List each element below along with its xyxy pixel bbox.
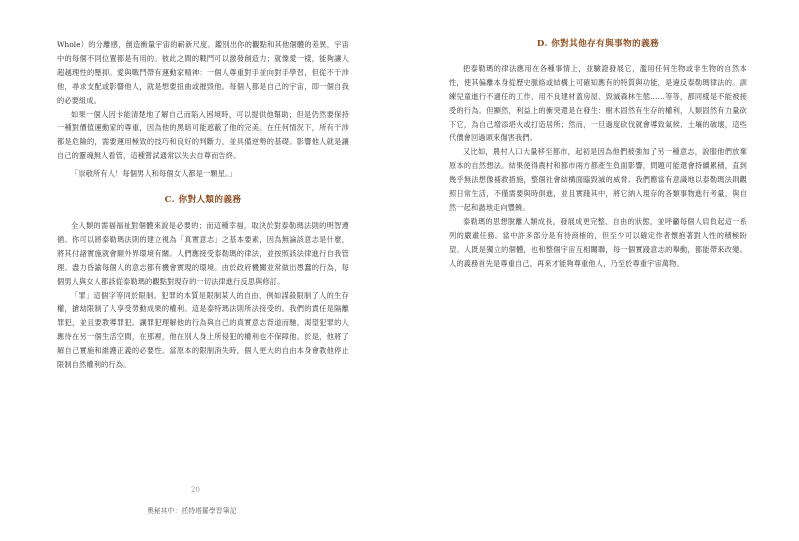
- left-page-column: [57, 38, 349, 372]
- page-number: 20: [191, 486, 200, 494]
- quote-paragraph: 「崇敬所有人！每個男人和每個女人都是一顆星。」: [71, 169, 237, 179]
- paragraph: 泰勒瑪的思想脫離人類成長，發展成更完整、自由的狀態，並呼籲每個人肩負起這一系列的嚴肅任務。當中許多部分是有待商榷的，但至少可以確定作者懷抱著對人性的積極盼望。人既是獨立的個體，也和整個宇宙互相關聯，每一個實踐意志的舉動，都能帶來改變。人的義務首先是尊重自己，再來才能夠尊重他人，乃至於尊重宇宙萬物。: [449, 216, 747, 268]
- footer-book-title: 奧秘其中：托特塔羅學習筆記: [147, 507, 237, 515]
- paragraph: 又比如，農村人口大量移至都市，起初是因為他們被強加了另一種意志，說服他們放棄原本的自然想法。結果使得農村和都市兩方都產生負面影響，問題可能還會持續累積，直到幾乎無法想像補救措施，整個社會結構面臨毀滅的威脅。我們應當有意識地以泰勒瑪法則觀照日常生活，不僅需要與時俱進，並且實踐其中，將它納入現存的各類事物進行考量，與自然一起和諧地走向豐饒。: [449, 147, 747, 212]
- section-heading-c: C. 你對人類的義務: [164, 195, 242, 206]
- paragraph: 「罪」這個字等同於限制。犯罪的本質是限制某人的自由，例如謀殺限制了人的生存權，搶劫限制了人享受勞動成果的權利。這是泰特瑪法則所法接受的。我們的責任是隔離罪犯，並且要教導罪犯。讓罪犯理解他的行為與自己的真實意志背道而馳，渴望犯罪的人應待在另一個生活空間，在那裡，他在別人身上所侵犯的權利也不保障他。於是，他將了解自己實施和維護正義的必要性。當原本的限制消失時，個人更大的自由本身會教他停止限制自然權利的行為。: [57, 290, 349, 370]
- right-page-column: [449, 38, 747, 271]
- paragraph: 如果一個人因卡能清楚地了解自己而陷入困境時，可以提供他幫助；但是仍然要保持一種對價值運動家的尊重，因為他的黑暗可能遮蔽了他的完美。在任何情況下，所有干涉都是危險的，需要運用極致的技巧和良好的判斷力，並具備逆勢的基礎。影響他人就是讓自己的靈魂無人看管，這種嘗試通常以失去自尊而告終。: [57, 109, 349, 161]
- paragraph: 全人類的需福福祉對個體來說是必要的；而這種幸福，取決於對泰勒瑪法則的明智遵循。你可以將泰勒瑪法則的建立視為「真實意志」之基本要素，因為無論該意志是什麼，將其付諸實施就會額外界環境有關。人們應接受泰勒瑪的律法，並按照該法律進行自我管理。盡力昏諭每個人的意志都有機會實現的環境。由於政府機關並常做出愚蠢的行為，每個男人與女人都該從泰勒瑪的觀點對現存的一切法律進行反思與修訂。: [57, 220, 349, 286]
- section-heading-d: D. 你對其他存有與事物的義務: [536, 39, 660, 49]
- paragraph: 把泰勒瑪的律法應用在各種事情上，並驗證發展它，濫用任何生物或非生物的自然本性，使其偏離本身從歷史脈絡或結構上可確知應有的特質與功能，是違反泰勒瑪律法的。訓練兒童進行不適任的工作、用不良建材蓋房屋、毀滅森林生態……等等，都同樣是不能被接受的行為。但顯然，利益上的衝突還是在發生：樹木固然有生存的權利，人類固然有力量砍下它，為自己增添堪火或打造居所；然而，一旦過度砍伐就會導致氣候、土壤的破壞，這些代價會回過頭來傷害我們。: [449, 63, 747, 143]
- paragraph: Whole）的分離感，創造衝量宇宙的嶄新尺度。鑑別出你的觀點和其他個體的差異，宇宙中的每個不同位置都是有用的。彼此之間的戰鬥可以激發創造力；就像愛一樣，能夠讓人超越理性的壓抑。愛與戰鬥帶有運動家精神：一個人尊重對手並向對手學習，但從不干涉他，尋求支配或影響他人，就是想要扭曲或摧毀他。每個人都是自己的宇宙，即一個自我的必要組成。: [57, 40, 349, 105]
